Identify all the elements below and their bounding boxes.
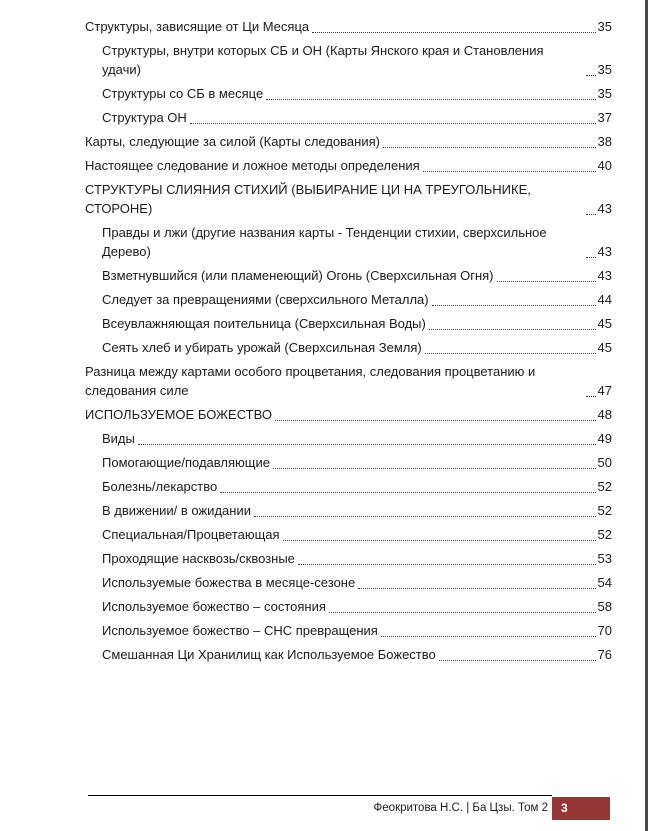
dot-leader	[586, 214, 596, 215]
toc-entry-title: Структуры, внутри которых СБ и ОН (Карты Янского края и Становления удачи)	[102, 43, 544, 77]
toc-entry-page-number: 48	[597, 407, 612, 422]
toc-entry-page-number: 45	[597, 316, 612, 331]
toc-entry-page-number: 38	[597, 134, 612, 149]
toc-entry-title: Сеять хлеб и убирать урожай (Сверхсильная Земля)	[102, 340, 422, 355]
toc-entry-title: ИСПОЛЬЗУЕМОЕ БОЖЕСТВО	[85, 407, 272, 422]
dot-leader	[220, 492, 595, 493]
toc-entry-title: Настоящее следование и ложное методы определения	[85, 158, 420, 173]
toc-entry-title: Правды и лжи (другие названия карты - Тенденции стихии, сверхсильное Дерево)	[102, 225, 547, 259]
toc-entry-page-number: 45	[597, 340, 612, 355]
dot-leader	[283, 540, 596, 541]
footer-page-number-badge: 3	[552, 797, 610, 820]
toc-entry[interactable]	[85, 223, 612, 261]
dot-leader	[429, 329, 596, 330]
toc-entry-page-number: 35	[597, 62, 612, 77]
toc-entry[interactable]	[85, 132, 612, 151]
dot-leader	[329, 612, 596, 613]
toc-entry[interactable]	[85, 266, 612, 285]
toc-entry[interactable]	[85, 405, 612, 424]
toc-entry-page-number: 52	[597, 479, 612, 494]
toc-entry[interactable]	[85, 477, 612, 496]
toc-entry[interactable]	[85, 180, 612, 218]
dot-leader	[432, 305, 596, 306]
footer-credit-text: Феокритова Н.С. | Ба Цзы. Том 2	[373, 802, 548, 814]
toc-entry[interactable]	[85, 645, 612, 664]
toc-entry[interactable]	[85, 108, 612, 127]
toc-entry-page-number: 53	[597, 551, 612, 566]
toc-entry-title: Используемое божество – состояния	[102, 599, 326, 614]
toc-entry-title: СТРУКТУРЫ СЛИЯНИЯ СТИХИЙ (ВЫБИРАНИЕ ЦИ НА ТРЕУГОЛЬНИКЕ, СТОРОНЕ)	[85, 182, 531, 216]
dot-leader	[497, 281, 596, 282]
toc-entry[interactable]	[85, 573, 612, 592]
toc-entry[interactable]	[85, 501, 612, 520]
toc-entry[interactable]	[85, 290, 612, 309]
toc-entry[interactable]	[85, 362, 612, 400]
toc-entry-page-number: 52	[597, 503, 612, 518]
toc-entry-page-number: 54	[597, 575, 612, 590]
toc-entry[interactable]	[85, 621, 612, 640]
toc-entry-page-number: 49	[597, 431, 612, 446]
toc-entry-page-number: 35	[597, 19, 612, 34]
dot-leader	[586, 75, 596, 76]
dot-leader	[312, 32, 595, 33]
toc-entry-title: Следует за превращениями (сверхсильного Металла)	[102, 292, 429, 307]
toc-entry[interactable]	[85, 338, 612, 357]
dot-leader	[254, 516, 596, 517]
toc-entry[interactable]	[85, 453, 612, 472]
toc-entry-page-number: 43	[597, 244, 612, 259]
toc-entry-page-number: 50	[597, 455, 612, 470]
toc-entry-page-number: 52	[597, 527, 612, 542]
toc-entry-page-number: 43	[597, 201, 612, 216]
toc-entry-page-number: 35	[597, 86, 612, 101]
toc-entry-page-number: 43	[597, 268, 612, 283]
dot-leader	[586, 257, 596, 258]
dot-leader	[358, 588, 595, 589]
toc-entry[interactable]	[85, 525, 612, 544]
dot-leader	[425, 353, 596, 354]
dot-leader	[439, 660, 596, 661]
dot-leader	[423, 171, 596, 172]
toc-entry-title: Структуры со СБ в месяце	[102, 86, 264, 101]
toc-entry-title: Специальная/Процветающая	[102, 527, 280, 542]
toc-entry-page-number: 37	[597, 110, 612, 125]
toc-entry-title: Структуры, зависящие от Ци Месяца	[85, 19, 310, 34]
toc-entry[interactable]	[85, 549, 612, 568]
toc-entry-title: Структура ОН	[102, 110, 187, 125]
toc-entry-title: Карты, следующие за силой (Карты следования)	[85, 134, 380, 149]
toc-entry[interactable]	[85, 41, 612, 79]
dot-leader	[586, 396, 596, 397]
toc-entry-title: Виды	[102, 431, 135, 446]
toc-entry-title: В движении/ в ожидании	[102, 503, 251, 518]
table-of-contents	[85, 17, 612, 669]
toc-entry-title: Смешанная Ци Хранилищ как Используемое Божество	[102, 647, 436, 662]
toc-entry-title: Используемое божество – СНС превращения	[102, 623, 378, 638]
dot-leader	[190, 123, 596, 124]
toc-entry-title: Болезнь/лекарство	[102, 479, 218, 494]
toc-entry[interactable]	[85, 429, 612, 448]
toc-entry-title: Взметнувшийся (или пламенеющий) Огонь (Сверхсильная Огня)	[102, 268, 494, 283]
toc-entry-title: Помогающие/подавляющие	[102, 455, 270, 470]
footer-divider	[88, 795, 552, 796]
dot-leader	[298, 564, 596, 565]
toc-entry-page-number: 70	[597, 623, 612, 638]
dot-leader	[273, 468, 596, 469]
toc-entry[interactable]	[85, 84, 612, 103]
dot-leader	[275, 420, 596, 421]
toc-entry-page-number: 47	[597, 383, 612, 398]
toc-entry-title: Всеувлажняющая поительница (Сверхсильная Воды)	[102, 316, 426, 331]
toc-entry-page-number: 44	[597, 292, 612, 307]
toc-entry-title: Разница между картами особого процветания, следования процветанию и следования силе	[85, 364, 536, 398]
dot-leader	[266, 99, 595, 100]
toc-entry-page-number: 76	[597, 647, 612, 662]
dot-leader	[381, 636, 596, 637]
toc-entry-page-number: 40	[597, 158, 612, 173]
toc-entry-title: Используемые божества в месяце-сезоне	[102, 575, 356, 590]
toc-entry[interactable]	[85, 597, 612, 616]
toc-entry[interactable]	[85, 156, 612, 175]
toc-entry[interactable]	[85, 314, 612, 333]
dot-leader	[138, 444, 596, 445]
dot-leader	[383, 147, 596, 148]
toc-entry-title: Проходящие насквозь/сквозные	[102, 551, 295, 566]
toc-entry-page-number: 58	[597, 599, 612, 614]
toc-entry[interactable]	[85, 17, 612, 36]
